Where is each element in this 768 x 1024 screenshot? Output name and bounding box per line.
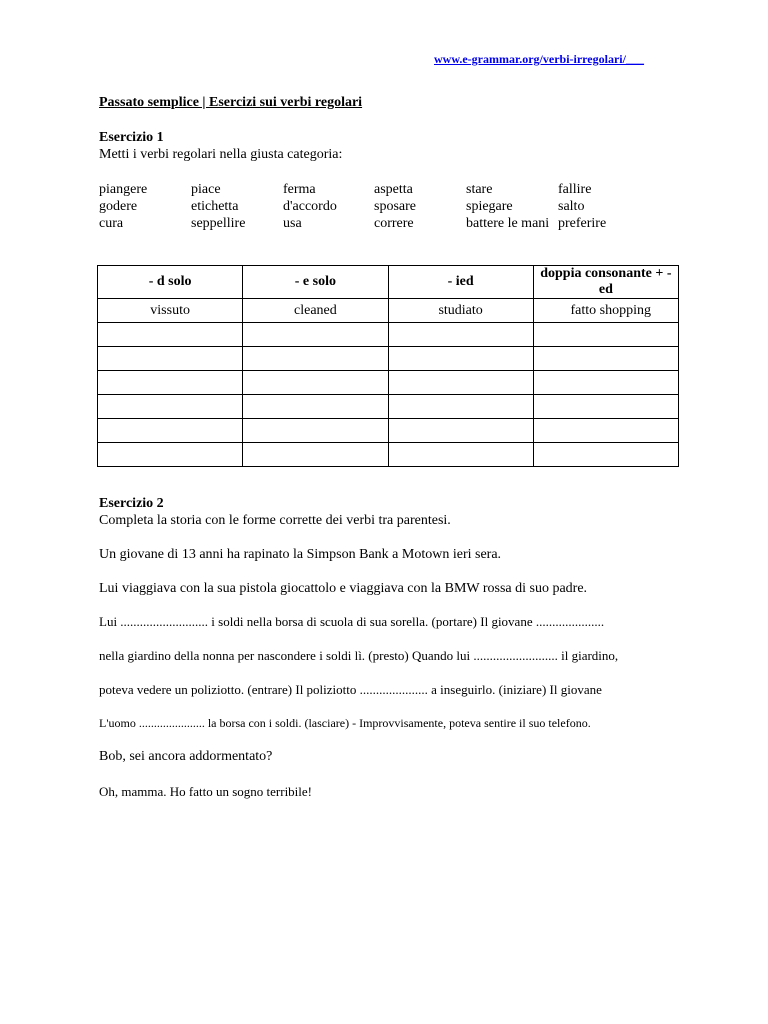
word-item: d'accordo	[283, 199, 337, 214]
answer-cell[interactable]	[388, 395, 533, 419]
word-item: battere le mani	[466, 216, 550, 231]
header-d-solo: - d solo	[98, 266, 243, 299]
example-cell: cleaned	[243, 299, 388, 323]
answer-cell[interactable]	[98, 371, 243, 395]
answer-cell[interactable]	[533, 419, 678, 443]
word-item: piangere	[99, 182, 148, 197]
word-item: fallire	[558, 182, 592, 197]
header-ied: - ied	[388, 266, 533, 299]
story-line: Un giovane di 13 anni ha rapinato la Simpson Bank a Motown ieri sera.	[99, 547, 502, 562]
answer-cell[interactable]	[388, 347, 533, 371]
word-item: salto	[558, 199, 585, 214]
exercise1-heading: Esercizio 1	[99, 130, 164, 145]
story-line: poteva vedere un poliziotto. (entrare) Il poliziotto ..................... a inseguirlo. (iniziare) Il giovane	[99, 682, 602, 697]
example-cell: studiato	[388, 299, 533, 323]
answer-row	[98, 347, 679, 371]
answer-cell[interactable]	[243, 371, 388, 395]
answer-cell[interactable]	[98, 347, 243, 371]
answer-cell[interactable]	[533, 323, 678, 347]
header-doppia-consonante: doppia consonante + - ed	[533, 266, 678, 299]
story-line: nella giardino della nonna per nascondere i soldi lì. (presto) Quando lui .......................... il giardino,	[99, 648, 619, 663]
story-line: Bob, sei ancora addormentato?	[99, 749, 273, 764]
word-item: godere	[99, 199, 138, 214]
word-item: cura	[99, 216, 124, 231]
word-item: seppellire	[191, 216, 246, 231]
answer-cell[interactable]	[243, 347, 388, 371]
answer-cell[interactable]	[243, 419, 388, 443]
exercise1-instruction: Metti i verbi regolari nella giusta categoria:	[99, 147, 343, 162]
exercise2-instruction: Completa la storia con le forme corrette dei verbi tra parentesi.	[99, 513, 451, 528]
answer-cell[interactable]	[388, 323, 533, 347]
answer-cell[interactable]	[388, 371, 533, 395]
word-item: piace	[191, 182, 221, 197]
answer-cell[interactable]	[243, 443, 388, 467]
example-cell: vissuto	[98, 299, 243, 323]
website-link[interactable]: www.e-grammar.org/verbi-irregolari/___	[434, 52, 644, 66]
answer-cell[interactable]	[243, 395, 388, 419]
answer-cell[interactable]	[388, 443, 533, 467]
answer-cell[interactable]	[98, 395, 243, 419]
answer-row	[98, 323, 679, 347]
answer-row	[98, 395, 679, 419]
answer-cell[interactable]	[98, 443, 243, 467]
category-table	[97, 265, 679, 467]
word-item: ferma	[283, 182, 316, 197]
word-item: sposare	[374, 199, 416, 214]
example-cell: fatto shopping	[533, 299, 678, 323]
answer-cell[interactable]	[533, 371, 678, 395]
answer-cell[interactable]	[533, 443, 678, 467]
word-item: spiegare	[466, 199, 513, 214]
word-item: correre	[374, 216, 414, 231]
story-line: Oh, mamma. Ho fatto un sogno terribile!	[99, 784, 313, 799]
answer-cell[interactable]	[533, 395, 678, 419]
answer-row	[98, 443, 679, 467]
answer-row	[98, 419, 679, 443]
example-row	[98, 299, 679, 323]
story-line: Lui ........................... i soldi nella borsa di scuola di sua sorella. (portare) Il giovane .....................	[99, 614, 605, 629]
answer-row	[98, 371, 679, 395]
answer-cell[interactable]	[388, 419, 533, 443]
word-item: stare	[466, 182, 493, 197]
table-header-row	[98, 266, 679, 299]
story-line: Lui viaggiava con la sua pistola giocattolo e viaggiava con la BMW rossa di suo padre.	[99, 581, 588, 596]
word-item: usa	[283, 216, 302, 231]
word-item: aspetta	[374, 182, 413, 197]
word-item: etichetta	[191, 199, 239, 214]
exercise2-heading: Esercizio 2	[99, 496, 164, 511]
answer-cell[interactable]	[533, 347, 678, 371]
word-item: preferire	[558, 216, 607, 231]
answer-cell[interactable]	[98, 419, 243, 443]
header-e-solo: - e solo	[243, 266, 388, 299]
answer-cell[interactable]	[243, 323, 388, 347]
page-title: Passato semplice | Esercizi sui verbi regolari	[99, 95, 363, 110]
story-line: L'uomo ...................... la borsa con i soldi. (lasciare) - Improvvisamente, poteva sentire il suo telefono.	[99, 716, 591, 730]
answer-cell[interactable]	[98, 323, 243, 347]
